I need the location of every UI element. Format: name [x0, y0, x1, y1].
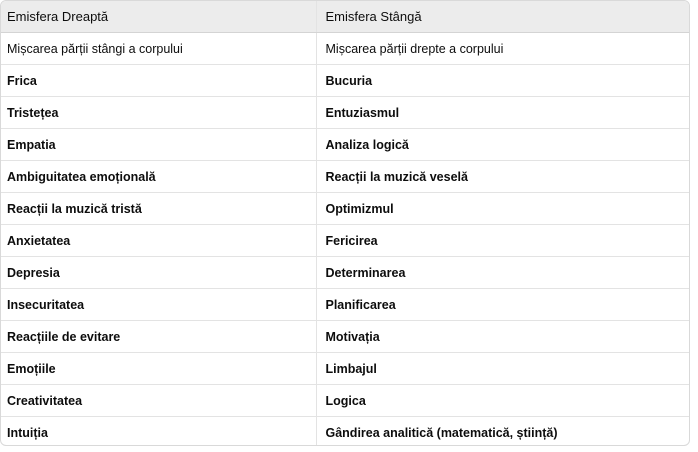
cell-left: Planificarea	[316, 289, 689, 321]
cell-right: Frica	[1, 65, 316, 97]
cell-right: Empatia	[1, 129, 316, 161]
table-row	[1, 417, 689, 447]
cell-left: Determinarea	[316, 257, 689, 289]
table-row	[1, 225, 689, 257]
table-row	[1, 161, 689, 193]
cell-right: Creativitatea	[1, 385, 316, 417]
cell-right: Anxietatea	[1, 225, 316, 257]
cell-right: Mișcarea părții stângi a corpului	[1, 33, 316, 65]
table-row	[1, 65, 689, 97]
table-row	[1, 321, 689, 353]
cell-right: Tristețea	[1, 97, 316, 129]
cell-right: Ambiguitatea emoțională	[1, 161, 316, 193]
cell-left: Gândirea analitică (matematică, știință)	[316, 417, 689, 447]
table-row	[1, 33, 689, 65]
table-header	[1, 1, 689, 33]
table-row	[1, 289, 689, 321]
cell-right: Reacții la muzică tristă	[1, 193, 316, 225]
cell-left: Logica	[316, 385, 689, 417]
cell-left: Entuziasmul	[316, 97, 689, 129]
cell-left: Motivația	[316, 321, 689, 353]
cell-left: Analiza logică	[316, 129, 689, 161]
table-row	[1, 97, 689, 129]
header-right-hemisphere: Emisfera Dreaptă	[1, 1, 316, 33]
table-row	[1, 129, 689, 161]
cell-left: Limbajul	[316, 353, 689, 385]
table-row	[1, 193, 689, 225]
cell-left: Fericirea	[316, 225, 689, 257]
header-row	[1, 1, 689, 33]
cell-right: Intuiția	[7, 425, 48, 440]
table-row	[1, 385, 689, 417]
table-row	[1, 353, 689, 385]
header-left-hemisphere: Emisfera Stângă	[316, 1, 689, 33]
cell-left: Mișcarea părții drepte a corpului	[316, 33, 689, 65]
table-body	[1, 33, 689, 447]
cell-right: Depresia	[1, 257, 316, 289]
cell-right: Insecuritatea	[1, 289, 316, 321]
cell-left: Bucuria	[316, 65, 689, 97]
cell-left: Optimizmul	[316, 193, 689, 225]
cell-right: Emoțiile	[1, 353, 316, 385]
cell-right: Reacțiile de evitare	[1, 321, 316, 353]
cell-left: Reacții la muzică veselă	[316, 161, 689, 193]
table-row	[1, 257, 689, 289]
table	[1, 1, 689, 446]
